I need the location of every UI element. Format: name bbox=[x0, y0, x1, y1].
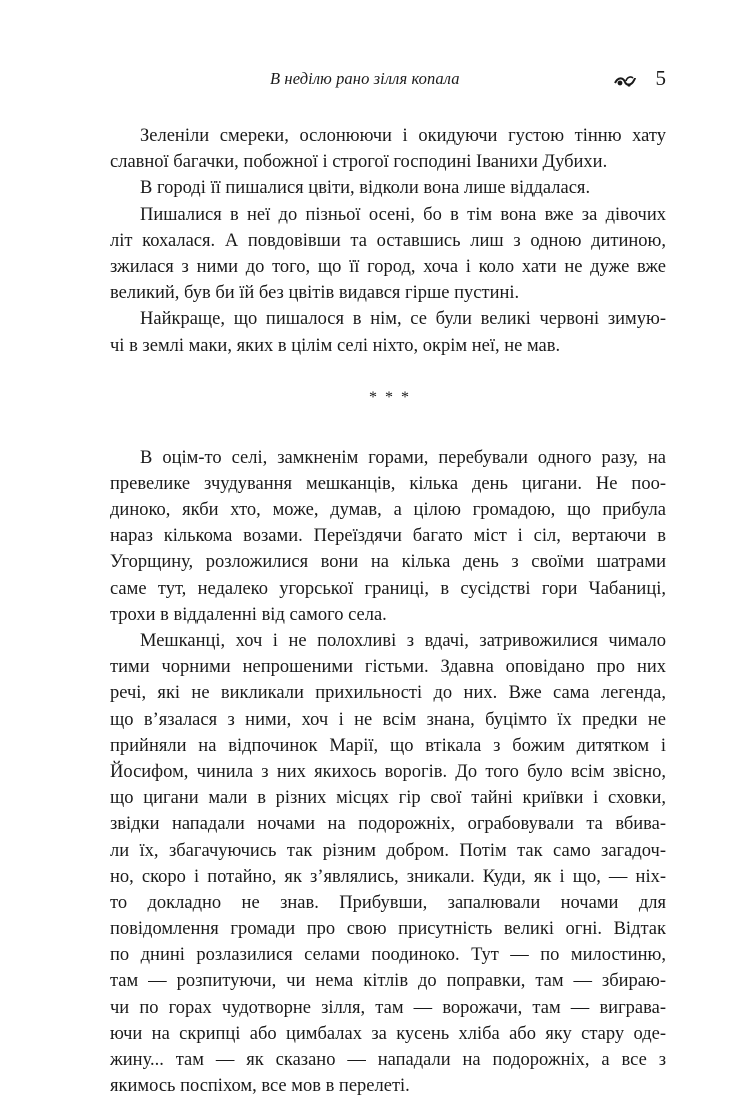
text-line: но, скоро і потайно, як з’являлись, зникали. Куди, як і що, — ніх- bbox=[110, 866, 666, 887]
page-number: 5 bbox=[655, 66, 666, 90]
text-line: літ кохалася. А повдовівши та оставшись лиш з одною дитиною, bbox=[110, 230, 666, 251]
section-break: * * * bbox=[369, 388, 411, 406]
text-line: що в’язалася з ними, хоч і не всім знана, буцімто їх предки не bbox=[110, 709, 666, 730]
text-line: чі в землі маки, яких в цілім селі ніхто, окрім неї, не мав. bbox=[110, 335, 561, 356]
text-line: прийняли на відпочинок Марії, що втікала з божим дитятком і bbox=[110, 735, 666, 756]
paragraph bbox=[110, 175, 666, 201]
text-line: звідки нападали ночами на подорожніх, ограбовували та вбива- bbox=[110, 814, 666, 835]
text-line: Йосифом, чинила з них якихось ворогів. До того було всім звісно, bbox=[110, 761, 666, 782]
text-line: Пишалися в неї до пізньої осені, бо в тім вона вже за дівочих bbox=[140, 204, 666, 225]
text-line: Зеленіли смереки, ослонюючи і окидуючи густою тінню хату bbox=[140, 126, 666, 146]
spacer bbox=[110, 411, 666, 445]
text-line: Мешканці, хоч і не полохливі з вдачі, затривожилися чимало bbox=[140, 631, 666, 651]
text-line: В оцім-то селі, замкненім горами, перебували одного разу, на bbox=[140, 447, 666, 468]
paragraph bbox=[110, 445, 666, 628]
fleuron-ornament-icon bbox=[614, 74, 636, 89]
text-line: диноко, якби хто, може, думав, а цілою громадою, що прибула bbox=[110, 500, 666, 521]
text-line: жину... там — як сказано — нападали на подорожніх, а все з bbox=[110, 1050, 666, 1070]
text-line: що цигани мали в різних місцях гір свої тайні криївки і сховки, bbox=[110, 788, 666, 809]
body-text bbox=[110, 123, 666, 1099]
text-line: трохи в віддаленні від самого села. bbox=[110, 604, 387, 625]
paragraph bbox=[110, 202, 666, 307]
text-line: ли їх, збагачуючись так різним добром. Потім так само загадоч- bbox=[110, 840, 666, 861]
text-line: речі, які не викликали прихильності до них. Вже сама легенда, bbox=[110, 683, 666, 704]
spacer bbox=[110, 359, 666, 385]
text-line: зжилася з ними до того, що її город, хоча і коло хати не дуже вже bbox=[110, 256, 666, 277]
text-line: Найкраще, що пишалося в нім, се були великі червоні зимую- bbox=[140, 309, 666, 330]
text-line: В городі її пишалися цвіти, відколи вона лише віддалася. bbox=[140, 178, 591, 199]
text-line: ючи на скрипці або цимбалах за кусень хліба або яку стару оде- bbox=[110, 1023, 666, 1044]
text-line: якимось поспіхом, все мов в перелеті. bbox=[110, 1076, 410, 1097]
running-head bbox=[110, 66, 666, 92]
paragraph bbox=[110, 123, 666, 175]
text-line: великий, був би їй без цвітів видався гірше пустині. bbox=[110, 283, 520, 304]
paragraph bbox=[110, 628, 666, 1099]
text-line: чи по горах чудотворне зілля, там — ворожачи, там — виграва- bbox=[110, 997, 666, 1018]
text-line: тими чорними непрошеними гістьми. Здавна оповідано про них bbox=[110, 657, 666, 678]
text-line: превелике зчудування мешканців, кілька день цигани. Не поо- bbox=[110, 473, 666, 494]
running-title: В неділю рано зілля копала bbox=[270, 69, 460, 88]
text-line: нараз кількома возами. Переїздячи багато міст і сіл, вертаючи в bbox=[110, 526, 666, 547]
text-line: славної багачки, побожної і строгої господині Іванихи Дубихи. bbox=[110, 152, 608, 173]
text-line: саме тут, недалеко угорської границі, в сусідстві гори Чабаниці, bbox=[110, 578, 666, 599]
text-line: повідомлення громади про свою присутність великі огні. Відтак bbox=[110, 919, 666, 940]
paragraph bbox=[110, 306, 666, 358]
text-line: Угорщину, розложилися вони на кілька день з своїми шатрами bbox=[110, 552, 666, 573]
text-line: по днині розлазилися селами поодиноко. Тут — по милостиню, bbox=[110, 945, 666, 966]
text-line: там — розпитуючи, чи нема кітлів до поправки, там — збираю- bbox=[110, 971, 666, 992]
text-line: то докладно не знав. Прибувши, запалювали ночами для bbox=[110, 892, 666, 913]
